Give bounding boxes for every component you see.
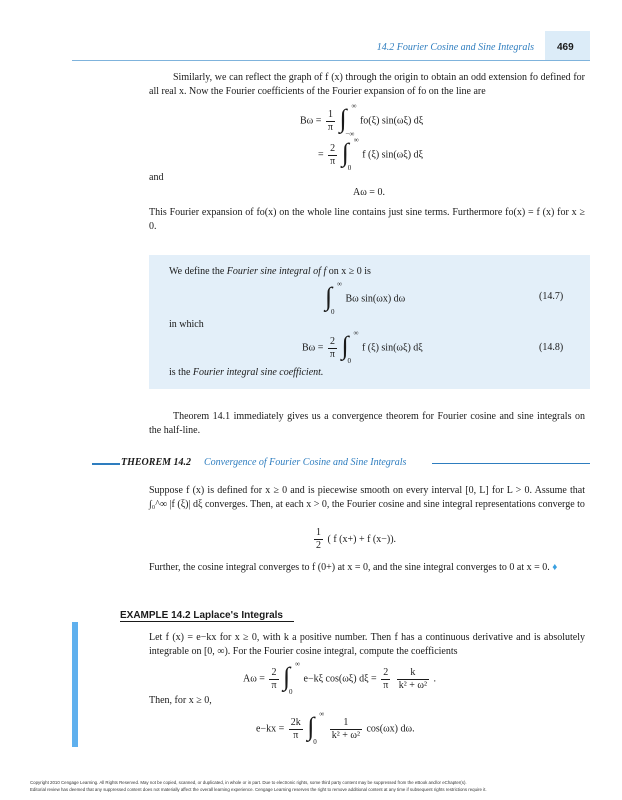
header-rule bbox=[72, 60, 590, 61]
theorem-paragraph-2: Further, the cosine integral converges to f (0+) at x = 0, and the sine integral converges to 0 at x = 0. ♦ bbox=[149, 562, 558, 573]
intro-paragraph-2: This Fourier expansion of fo(x) on the whole line contains just sine terms. Furthermore fo(x) = f (x) for x ≥ 0. bbox=[149, 207, 585, 232]
integral-sign: ∫ ∞ 0 bbox=[325, 280, 342, 316]
theorem-title: Convergence of Fourier Cosine and Sine Integrals bbox=[204, 457, 407, 468]
theorem-rule-left bbox=[92, 463, 120, 465]
example-label: EXAMPLE 14.2 Laplace's Integrals bbox=[120, 610, 283, 621]
definition-closing: is the Fourier integral sine coefficient. bbox=[169, 367, 324, 378]
integral-sign: ∫ ∞ 0 bbox=[341, 329, 359, 365]
equation-laplace-integral: e−kx = $\frac{2k}{\pi}$ ∫ ∞ 0 $\frac{1}{\text{k² + ω²}}$ cos(ωx) dω. bbox=[256, 710, 415, 746]
copyright-line-2: Editorial review has deemed that any suppressed content does not materially affect the overall learning experience. Cengage Learning reserves the right to remove additional content at any time if subsequent rights restrictions require it. bbox=[30, 787, 487, 792]
equation-fourier-sine-integral: ∫ ∞ 0 Bω sin(ωx) dω bbox=[325, 280, 406, 316]
equation-average-limit: $\frac{1}{2}$ ( f (x+) + f (x−)). bbox=[316, 527, 397, 551]
example-paragraph: Let f (x) = e−kx for x ≥ 0, with k a positive number. Then f has a continuous derivative and is absolutely integrable on [0, ∞). For the Fourier cosine integral, compute the coefficients bbox=[149, 632, 585, 657]
theorem-paragraph: Suppose f (x) is defined for x ≥ 0 and is piecewise smooth on every interval [0, L] for L > 0. Assume that ∫₀^∞ |f (ξ)| dξ converges. Then, at each x > 0, the Fourier cosine and sine integral representations converge to bbox=[149, 485, 585, 510]
equation-number-14-7: (14.7) bbox=[539, 291, 564, 302]
theorem-intro-paragraph: Theorem 14.1 immediately gives us a convergence theorem for Fourier cosine and sine integrals on the half-line. bbox=[149, 411, 585, 436]
definition-line: We define the Fourier sine integral of f on x ≥ 0 is bbox=[169, 266, 371, 277]
integral-sign: ∫ ∞ −∞ bbox=[339, 102, 357, 138]
theorem-rule-right bbox=[432, 463, 590, 464]
equation-b-omega-half-line: = $\frac{2}{\pi}$ ∫ ∞ 0 f (ξ) sin(ωξ) dξ bbox=[318, 136, 423, 172]
running-head: 14.2 Fourier Cosine and Sine Integrals bbox=[376, 42, 534, 53]
example-rule bbox=[120, 621, 294, 622]
intro-paragraph: Similarly, we can reflect the graph of f (x) through the origin to obtain an odd extension fo defined for all real x. Now the Fourier coefficients of the Fourier expansion of fo on the line are bbox=[149, 72, 585, 97]
example-side-bar bbox=[72, 622, 78, 747]
page-number: 469 bbox=[557, 42, 574, 53]
equation-a-omega-laplace: Aω = $\frac{2}{\pi}$ ∫ ∞ 0 e−kξ cos(ωξ) dξ = $\frac{2}{\pi}$ $\frac{k}{\text{k² + ω²}}$ . bbox=[243, 660, 436, 696]
and-text: and bbox=[149, 172, 164, 183]
theorem-label: THEOREM 14.2 bbox=[121, 457, 192, 468]
integral-sign: ∫ ∞ 0 bbox=[283, 660, 301, 696]
equation-a-omega: Aω = 0. bbox=[353, 187, 385, 198]
equation-b-omega-full-line: Bω = $\frac{1}{\pi}$ ∫ ∞ −∞ fo(ξ) sin(ωξ) dξ bbox=[300, 102, 424, 138]
integral-sign: ∫ ∞ 0 bbox=[341, 136, 359, 172]
copyright-line-1: Copyright 2010 Cengage Learning. All Rights Reserved. May not be copied, scanned, or duplicated, in whole or in part. Due to electronic rights, some third party content may be suppressed from the eBook and/or eChapter(s). bbox=[30, 780, 467, 785]
equation-sine-coefficient: Bω = $\frac{2}{\pi}$ ∫ ∞ 0 f (ξ) sin(ωξ) dξ bbox=[302, 329, 423, 365]
equation-number-14-8: (14.8) bbox=[539, 342, 564, 353]
in-which-text: in which bbox=[169, 319, 204, 330]
end-of-theorem-diamond-icon: ♦ bbox=[552, 562, 558, 573]
integral-sign: ∫ ∞ 0 bbox=[307, 710, 325, 746]
then-text: Then, for x ≥ 0, bbox=[149, 695, 212, 706]
